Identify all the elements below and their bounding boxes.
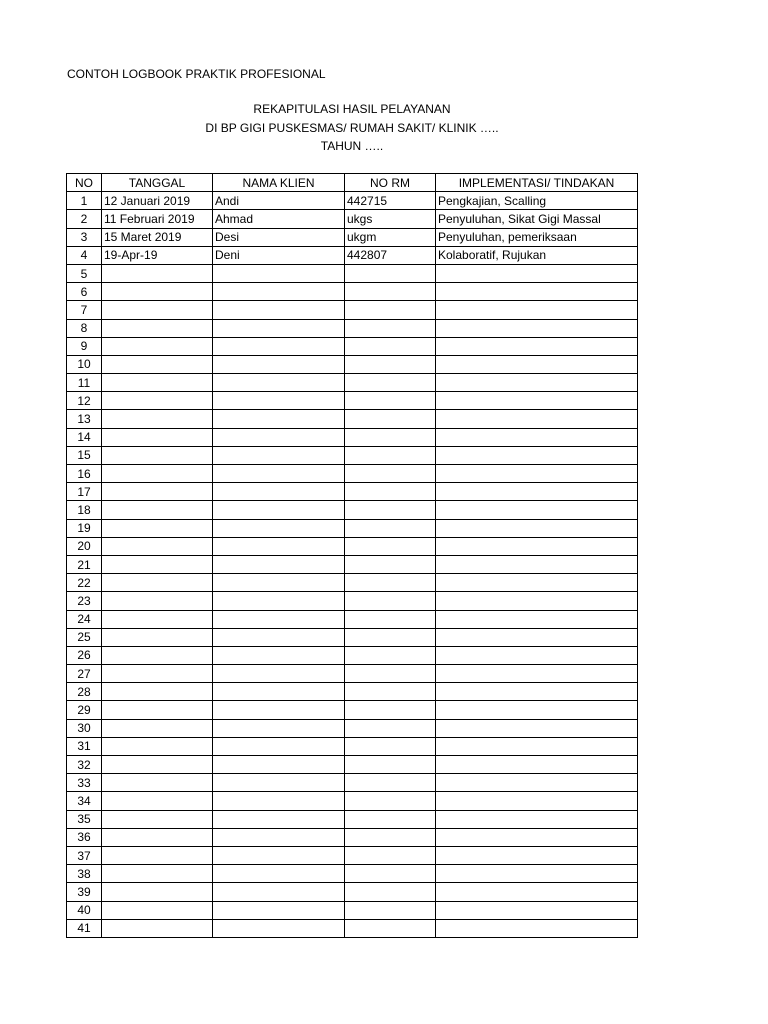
row-number: 39 (67, 883, 102, 901)
cell-nama-klien (213, 465, 345, 483)
table-row (67, 192, 638, 210)
table-row (67, 701, 638, 719)
cell-implementasi (436, 446, 638, 464)
cell-tanggal (102, 483, 213, 501)
cell-implementasi (436, 865, 638, 883)
cell-no-rm (345, 501, 436, 519)
column-header-implementasi: IMPLEMENTASI/ TINDAKAN (436, 174, 638, 192)
table-row (67, 555, 638, 573)
cell-no-rm (345, 774, 436, 792)
cell-no-rm (345, 574, 436, 592)
table-row (67, 483, 638, 501)
cell-no-rm (345, 319, 436, 337)
cell-tanggal: 15 Maret 2019 (102, 228, 213, 246)
cell-tanggal (102, 519, 213, 537)
cell-implementasi (436, 355, 638, 373)
row-number: 3 (67, 228, 102, 246)
cell-implementasi (436, 319, 638, 337)
table-row (67, 319, 638, 337)
cell-implementasi (436, 774, 638, 792)
cell-no-rm (345, 610, 436, 628)
cell-nama-klien (213, 919, 345, 937)
table-row (67, 665, 638, 683)
cell-nama-klien (213, 446, 345, 464)
cell-implementasi (436, 901, 638, 919)
table-row (67, 519, 638, 537)
column-header-no-rm: NO RM (345, 174, 436, 192)
table-row (67, 610, 638, 628)
row-number: 34 (67, 792, 102, 810)
cell-nama-klien (213, 719, 345, 737)
cell-implementasi (436, 428, 638, 446)
cell-tanggal (102, 846, 213, 864)
cell-nama-klien (213, 501, 345, 519)
cell-no-rm (345, 355, 436, 373)
row-number: 29 (67, 701, 102, 719)
cell-implementasi (436, 756, 638, 774)
cell-no-rm (345, 283, 436, 301)
report-title: REKAPITULASI HASIL PELAYANAN (253, 102, 451, 116)
cell-no-rm (345, 810, 436, 828)
cell-implementasi (436, 574, 638, 592)
cell-tanggal (102, 628, 213, 646)
cell-no-rm (345, 665, 436, 683)
cell-implementasi (436, 919, 638, 937)
cell-nama-klien (213, 665, 345, 683)
row-number: 17 (67, 483, 102, 501)
cell-tanggal: 19-Apr-19 (102, 246, 213, 264)
table-row (67, 210, 638, 228)
cell-tanggal (102, 301, 213, 319)
cell-no-rm (345, 446, 436, 464)
row-number: 36 (67, 828, 102, 846)
cell-no-rm (345, 919, 436, 937)
row-number: 2 (67, 210, 102, 228)
cell-nama-klien (213, 301, 345, 319)
row-number: 6 (67, 283, 102, 301)
table-row (67, 756, 638, 774)
cell-nama-klien (213, 828, 345, 846)
cell-no-rm (345, 592, 436, 610)
cell-implementasi (436, 374, 638, 392)
cell-no-rm (345, 392, 436, 410)
row-number: 14 (67, 428, 102, 446)
row-number: 16 (67, 465, 102, 483)
cell-no-rm (345, 865, 436, 883)
row-number: 15 (67, 446, 102, 464)
cell-implementasi (436, 610, 638, 628)
cell-tanggal: 11 Februari 2019 (102, 210, 213, 228)
row-number: 32 (67, 756, 102, 774)
cell-implementasi (436, 828, 638, 846)
cell-tanggal (102, 737, 213, 755)
cell-tanggal (102, 701, 213, 719)
row-number: 41 (67, 919, 102, 937)
logbook-table (66, 173, 638, 938)
cell-nama-klien (213, 901, 345, 919)
cell-tanggal (102, 719, 213, 737)
cell-tanggal (102, 355, 213, 373)
cell-tanggal (102, 810, 213, 828)
cell-nama-klien (213, 574, 345, 592)
row-number: 12 (67, 392, 102, 410)
cell-implementasi (436, 410, 638, 428)
row-number: 19 (67, 519, 102, 537)
row-number: 4 (67, 246, 102, 264)
cell-implementasi: Kolaboratif, Rujukan (436, 246, 638, 264)
row-number: 23 (67, 592, 102, 610)
cell-nama-klien (213, 264, 345, 282)
table-row (67, 337, 638, 355)
cell-no-rm (345, 374, 436, 392)
cell-no-rm (345, 628, 436, 646)
cell-tanggal (102, 555, 213, 573)
document-label: CONTOH LOGBOOK PRAKTIK PROFESIONAL (67, 67, 326, 81)
row-number: 20 (67, 537, 102, 555)
cell-implementasi (436, 737, 638, 755)
table-row (67, 301, 638, 319)
cell-nama-klien (213, 283, 345, 301)
table-row (67, 683, 638, 701)
cell-no-rm (345, 337, 436, 355)
cell-tanggal (102, 374, 213, 392)
table-row (67, 628, 638, 646)
row-number: 26 (67, 646, 102, 664)
cell-tanggal: 12 Januari 2019 (102, 192, 213, 210)
cell-implementasi (436, 665, 638, 683)
cell-no-rm (345, 537, 436, 555)
table-row (67, 646, 638, 664)
cell-implementasi: Penyuluhan, pemeriksaan (436, 228, 638, 246)
cell-tanggal (102, 283, 213, 301)
cell-implementasi (436, 846, 638, 864)
table-row (67, 883, 638, 901)
cell-nama-klien (213, 410, 345, 428)
cell-no-rm (345, 301, 436, 319)
table-row (67, 374, 638, 392)
logbook-body (67, 192, 638, 938)
cell-nama-klien: Andi (213, 192, 345, 210)
cell-no-rm: ukgs (345, 210, 436, 228)
cell-tanggal (102, 319, 213, 337)
table-row (67, 737, 638, 755)
cell-nama-klien: Ahmad (213, 210, 345, 228)
cell-no-rm (345, 410, 436, 428)
cell-tanggal (102, 428, 213, 446)
cell-implementasi (436, 719, 638, 737)
cell-no-rm: 442807 (345, 246, 436, 264)
cell-implementasi (436, 683, 638, 701)
cell-tanggal (102, 592, 213, 610)
row-number: 31 (67, 737, 102, 755)
cell-nama-klien (213, 428, 345, 446)
cell-no-rm: 442715 (345, 192, 436, 210)
column-header-tanggal: TANGGAL (102, 174, 213, 192)
cell-no-rm (345, 264, 436, 282)
cell-tanggal (102, 501, 213, 519)
cell-tanggal (102, 537, 213, 555)
table-row (67, 828, 638, 846)
cell-implementasi (436, 646, 638, 664)
cell-no-rm (345, 465, 436, 483)
cell-implementasi: Pengkajian, Scalling (436, 192, 638, 210)
cell-nama-klien (213, 555, 345, 573)
cell-nama-klien (213, 483, 345, 501)
row-number: 9 (67, 337, 102, 355)
cell-nama-klien (213, 628, 345, 646)
cell-nama-klien (213, 846, 345, 864)
cell-implementasi: Penyuluhan, Sikat Gigi Massal (436, 210, 638, 228)
row-number: 10 (67, 355, 102, 373)
cell-nama-klien: Deni (213, 246, 345, 264)
table-row (67, 592, 638, 610)
cell-no-rm (345, 555, 436, 573)
row-number: 33 (67, 774, 102, 792)
cell-no-rm (345, 719, 436, 737)
table-row (67, 228, 638, 246)
table-row (67, 264, 638, 282)
cell-no-rm (345, 701, 436, 719)
cell-nama-klien (213, 355, 345, 373)
cell-no-rm (345, 428, 436, 446)
cell-nama-klien (213, 737, 345, 755)
cell-nama-klien (213, 792, 345, 810)
cell-tanggal (102, 774, 213, 792)
cell-nama-klien (213, 774, 345, 792)
cell-tanggal (102, 574, 213, 592)
cell-implementasi (436, 701, 638, 719)
cell-no-rm (345, 483, 436, 501)
cell-no-rm (345, 901, 436, 919)
cell-tanggal (102, 901, 213, 919)
cell-implementasi (436, 592, 638, 610)
cell-implementasi (436, 792, 638, 810)
cell-implementasi (436, 501, 638, 519)
report-year: TAHUN ….. (320, 139, 384, 153)
header-row (67, 174, 638, 192)
cell-nama-klien (213, 810, 345, 828)
cell-nama-klien (213, 337, 345, 355)
report-location: DI BP GIGI PUSKESMAS/ RUMAH SAKIT/ KLINIK ….. (205, 121, 499, 135)
cell-nama-klien (213, 519, 345, 537)
table-row (67, 719, 638, 737)
cell-implementasi (436, 392, 638, 410)
row-number: 13 (67, 410, 102, 428)
cell-no-rm (345, 846, 436, 864)
cell-implementasi (436, 264, 638, 282)
cell-nama-klien (213, 537, 345, 555)
cell-no-rm: ukgm (345, 228, 436, 246)
cell-no-rm (345, 883, 436, 901)
row-number: 35 (67, 810, 102, 828)
row-number: 30 (67, 719, 102, 737)
cell-implementasi (436, 810, 638, 828)
row-number: 5 (67, 264, 102, 282)
table-row (67, 428, 638, 446)
cell-tanggal (102, 865, 213, 883)
cell-tanggal (102, 792, 213, 810)
cell-no-rm (345, 683, 436, 701)
row-number: 1 (67, 192, 102, 210)
table-row (67, 574, 638, 592)
table-row (67, 446, 638, 464)
table-row (67, 919, 638, 937)
cell-implementasi (436, 537, 638, 555)
cell-tanggal (102, 465, 213, 483)
cell-nama-klien (213, 319, 345, 337)
row-number: 37 (67, 846, 102, 864)
cell-tanggal (102, 446, 213, 464)
row-number: 28 (67, 683, 102, 701)
cell-implementasi (436, 483, 638, 501)
cell-tanggal (102, 610, 213, 628)
row-number: 27 (67, 665, 102, 683)
cell-nama-klien (213, 756, 345, 774)
table-row (67, 810, 638, 828)
cell-nama-klien (213, 683, 345, 701)
table-row (67, 246, 638, 264)
cell-nama-klien (213, 865, 345, 883)
table-row (67, 283, 638, 301)
row-number: 24 (67, 610, 102, 628)
cell-no-rm (345, 737, 436, 755)
cell-nama-klien (213, 592, 345, 610)
cell-no-rm (345, 828, 436, 846)
row-number: 18 (67, 501, 102, 519)
cell-nama-klien (213, 610, 345, 628)
table-row (67, 410, 638, 428)
cell-nama-klien (213, 646, 345, 664)
cell-tanggal (102, 883, 213, 901)
cell-implementasi (436, 628, 638, 646)
cell-implementasi (436, 555, 638, 573)
table-row (67, 355, 638, 373)
cell-implementasi (436, 465, 638, 483)
table-row (67, 537, 638, 555)
row-number: 21 (67, 555, 102, 573)
cell-tanggal (102, 665, 213, 683)
cell-nama-klien (213, 392, 345, 410)
cell-tanggal (102, 337, 213, 355)
cell-no-rm (345, 756, 436, 774)
table-row (67, 846, 638, 864)
cell-implementasi (436, 283, 638, 301)
cell-nama-klien (213, 883, 345, 901)
table-row (67, 465, 638, 483)
cell-no-rm (345, 519, 436, 537)
column-header-no: NO (67, 174, 102, 192)
table-row (67, 792, 638, 810)
row-number: 7 (67, 301, 102, 319)
row-number: 22 (67, 574, 102, 592)
cell-implementasi (436, 337, 638, 355)
table-row (67, 865, 638, 883)
column-header-nama-klien: NAMA KLIEN (213, 174, 345, 192)
row-number: 11 (67, 374, 102, 392)
table-row (67, 501, 638, 519)
cell-nama-klien (213, 374, 345, 392)
cell-implementasi (436, 301, 638, 319)
cell-tanggal (102, 646, 213, 664)
cell-tanggal (102, 828, 213, 846)
row-number: 38 (67, 865, 102, 883)
row-number: 40 (67, 901, 102, 919)
cell-tanggal (102, 392, 213, 410)
cell-no-rm (345, 792, 436, 810)
cell-tanggal (102, 919, 213, 937)
row-number: 25 (67, 628, 102, 646)
cell-implementasi (436, 883, 638, 901)
table-row (67, 774, 638, 792)
cell-nama-klien (213, 701, 345, 719)
cell-tanggal (102, 756, 213, 774)
cell-tanggal (102, 683, 213, 701)
row-number: 8 (67, 319, 102, 337)
cell-nama-klien: Desi (213, 228, 345, 246)
table-row (67, 392, 638, 410)
table-row (67, 901, 638, 919)
cell-no-rm (345, 646, 436, 664)
cell-tanggal (102, 410, 213, 428)
cell-tanggal (102, 264, 213, 282)
cell-implementasi (436, 519, 638, 537)
